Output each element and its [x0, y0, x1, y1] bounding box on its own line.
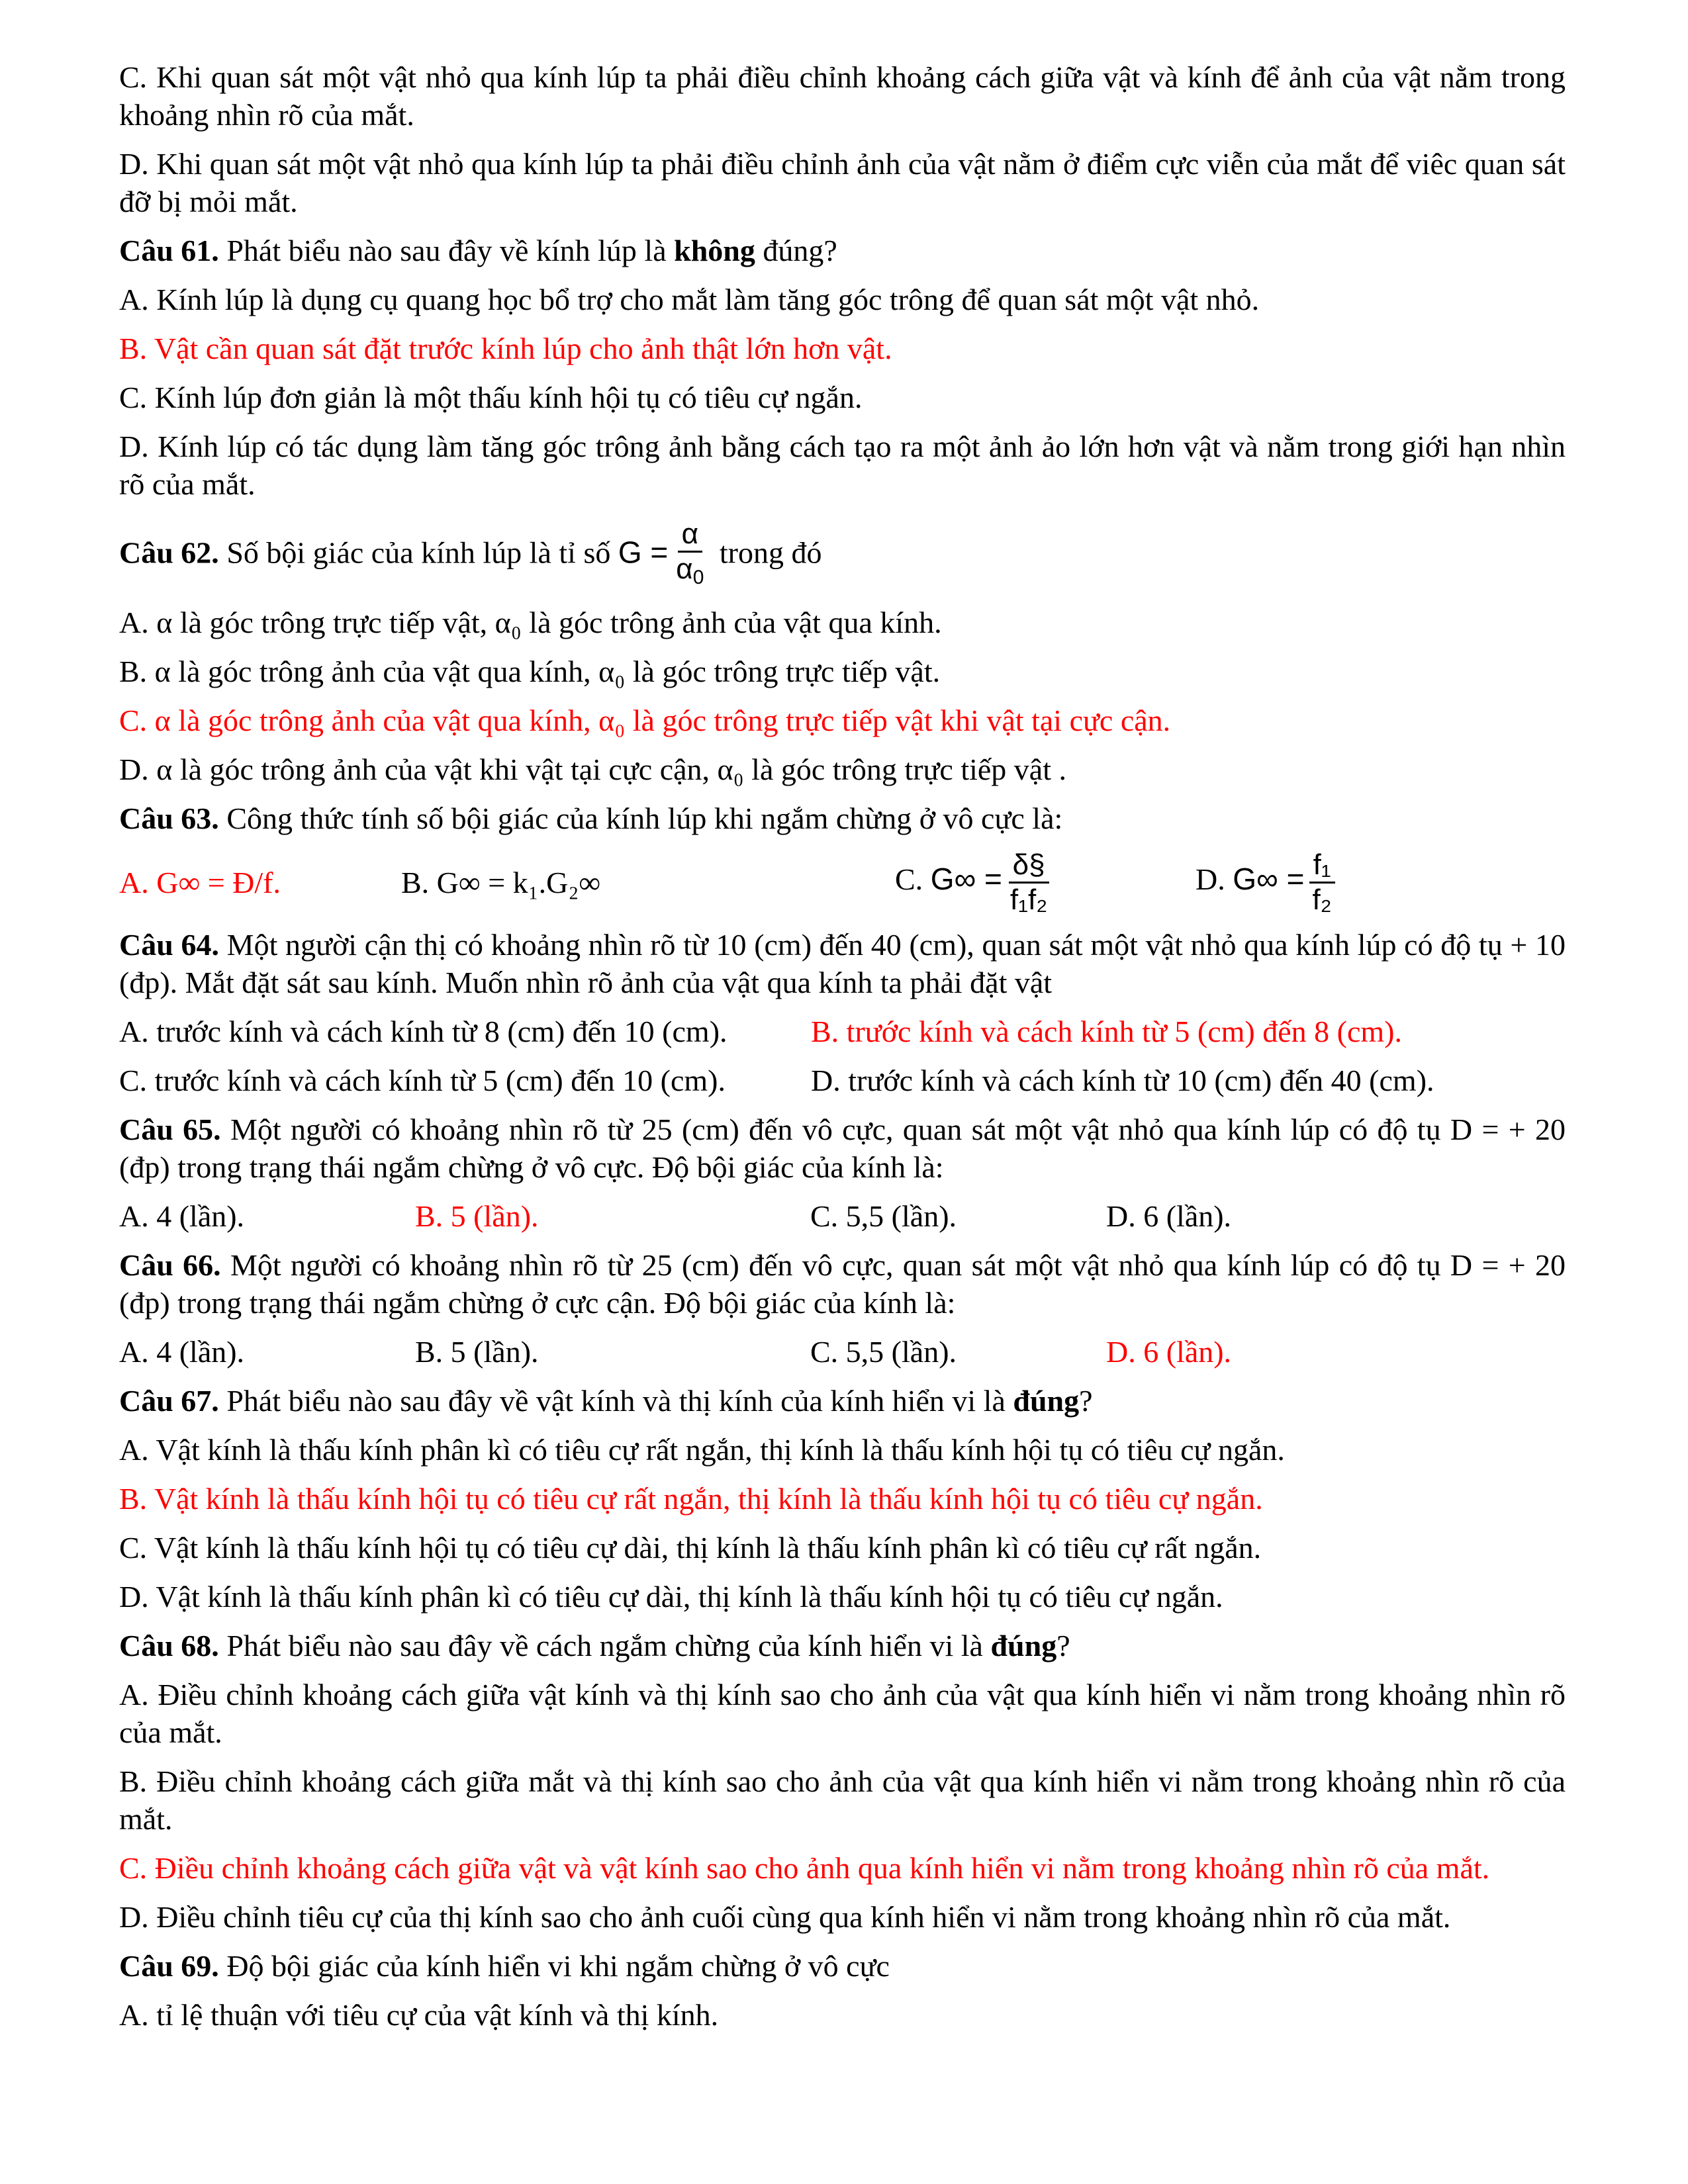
q67-text-end: ?	[1079, 1384, 1093, 1418]
q62-numerator: α	[678, 518, 702, 553]
q65-option-b-answer: B. 5 (lần).	[415, 1199, 539, 1233]
q63-option-b: B. G∞ = k₁.G₂∞	[401, 866, 601, 899]
q61-option-a: A. Kính lúp là dụng cụ quang học bổ trợ cho mắt làm tăng góc trông để quan sát một vật nhỏ.	[119, 283, 1260, 316]
q66-option-c: C. 5,5 (lần).	[810, 1335, 957, 1369]
q63-option-c-label: C.	[895, 862, 931, 897]
q61-question	[119, 232, 1566, 269]
q64-text: Một người cận thị có khoảng nhìn rõ từ 10 (cm) đến 40 (cm), quan sát một vật nhỏ qua kính lúp có độ tụ + 10 (đp). Mắt đặt sát sau kính. Muốn nhìn rõ ảnh của vật qua kính ta phải đặt vật	[119, 928, 1566, 999]
q65-options	[119, 1197, 1566, 1235]
q67-number: Câu 67.	[119, 1384, 219, 1418]
q63-options	[119, 848, 1566, 917]
q68-emphasis: đúng	[990, 1629, 1057, 1662]
q63-text: Công thức tính số bội giác của kính lúp khi ngắm chừng ở vô cực là:	[218, 801, 1063, 835]
q62-text-end: trong đó	[712, 535, 822, 570]
q63-question	[119, 799, 1566, 837]
q62-option-b: B. α là góc trông ảnh của vật qua kính, α₀ là góc trông trực tiếp vật.	[119, 655, 941, 688]
q68-option-a: A. Điều chỉnh khoảng cách giữa vật kính và thị kính sao cho ảnh của vật qua kính hiển vi nằm trong khoảng nhìn rõ của mắt.	[119, 1678, 1566, 1749]
q67-emphasis: đúng	[1013, 1384, 1080, 1418]
q67-option-c: C. Vật kính là thấu kính hội tụ có tiêu cự dài, thị kính là thấu kính phân kì có tiêu cự rất ngắn.	[119, 1531, 1262, 1565]
q63-option-c-denominator: f₁f₂	[1009, 884, 1048, 916]
q64-option-a: A. trước kính và cách kính từ 8 (cm) đến 10 (cm).	[119, 1015, 727, 1048]
q60-option-c: C. Khi quan sát một vật nhỏ qua kính lúp ta phải điều chỉnh khoảng cách giữa vật và kính để ảnh của vật nằm trong khoảng nhìn rõ của mắt.	[119, 60, 1566, 132]
q63-number: Câu 63.	[119, 801, 219, 835]
q63-option-c-lhs: G∞ =	[930, 862, 1002, 897]
q63-option-c-numerator: δ§	[1009, 848, 1049, 884]
q64-options-row1	[119, 1013, 1566, 1050]
q64-number: Câu 64.	[119, 928, 219, 962]
q62-denominator-symbol: α	[676, 553, 693, 585]
q61-text: Phát biểu nào sau đây về kính lúp là	[218, 234, 675, 267]
q67-question	[119, 1382, 1566, 1420]
q65-option-c: C. 5,5 (lần).	[810, 1199, 957, 1233]
q66-question	[119, 1246, 1566, 1322]
q64-option-b-answer: B. trước kính và cách kính từ 5 (cm) đến 8 (cm).	[811, 1015, 1402, 1048]
q64-options-row2	[119, 1062, 1566, 1099]
q63-option-d-lhs: G∞ =	[1233, 862, 1305, 897]
q68-question	[119, 1627, 1566, 1664]
q68-option-b: B. Điều chỉnh khoảng cách giữa mắt và thị kính sao cho ảnh của vật qua kính hiển vi nằm trong khoảng nhìn rõ của mắt.	[119, 1764, 1566, 1836]
q61-option-b-answer: B. Vật cần quan sát đặt trước kính lúp cho ảnh thật lớn hơn vật.	[119, 332, 892, 365]
q62-option-c-answer: C. α là góc trông ảnh của vật qua kính, α₀ là góc trông trực tiếp vật khi vật tại cực cận.	[119, 704, 1171, 737]
q68-number: Câu 68.	[119, 1629, 219, 1662]
q63-option-c-fraction	[1006, 848, 1051, 917]
q62-text: Số bội giác của kính lúp là tỉ số	[218, 535, 618, 570]
q63-option-a-answer: A. G∞ = Đ/f.	[119, 866, 281, 899]
q69-option-a: A. tỉ lệ thuận với tiêu cự của vật kính và thị kính.	[119, 1998, 719, 2032]
q66-text: Một người có khoảng nhìn rõ từ 25 (cm) đến vô cực, quan sát một vật nhỏ qua kính lúp có độ tụ D = + 20 (đp) trong trạng thái ngắm chừng ở cực cận. Độ bội giác của kính là:	[119, 1248, 1566, 1320]
q68-option-c-answer: C. Điều chỉnh khoảng cách giữa vật và vật kính sao cho ảnh qua kính hiển vi nằm trong khoảng nhìn rõ của mắt.	[119, 1851, 1490, 1885]
q66-option-d-answer: D. 6 (lần).	[1106, 1335, 1232, 1369]
q63-option-d	[1196, 848, 1340, 917]
q69-text: Độ bội giác của kính hiển vi khi ngắm chừng ở vô cực	[218, 1949, 890, 1983]
q63-option-d-denominator: f₂	[1312, 884, 1332, 916]
q66-options	[119, 1333, 1566, 1371]
q63-option-d-fraction	[1308, 848, 1335, 917]
q66-option-b: B. 5 (lần).	[415, 1335, 539, 1369]
q67-option-a: A. Vật kính là thấu kính phân kì có tiêu cự rất ngắn, thị kính là thấu kính hội tụ có tiêu cự ngắn.	[119, 1433, 1285, 1467]
q64-question	[119, 926, 1566, 1001]
q67-option-d: D. Vật kính là thấu kính phân kì có tiêu cự dài, thị kính là thấu kính hội tụ có tiêu cự ngắn.	[119, 1580, 1223, 1614]
q62-denominator-sub: 0	[692, 567, 704, 588]
q63-option-d-label: D.	[1196, 862, 1233, 897]
q68-text: Phát biểu nào sau đây về cách ngắm chừng của kính hiển vi là	[218, 1629, 991, 1662]
q62-formula-lhs: G =	[618, 535, 669, 570]
q63-option-c	[895, 848, 1196, 917]
q61-option-d: D. Kính lúp có tác dụng làm tăng góc trông ảnh bằng cách tạo ra một ảnh ảo lớn hơn vật và nằm trong giới hạn nhìn rõ của mắt.	[119, 430, 1566, 501]
q63-option-d-numerator: f₁	[1309, 848, 1335, 884]
q64-option-d: D. trước kính và cách kính từ 10 (cm) đến 40 (cm).	[811, 1064, 1434, 1097]
q61-text-end: đúng?	[755, 234, 837, 267]
q60-option-d: D. Khi quan sát một vật nhỏ qua kính lúp ta phải điều chỉnh ảnh của vật nằm ở điểm cực viễn của mắt để viêc quan sát đỡ bị mỏi mắt.	[119, 147, 1566, 218]
document-page	[119, 58, 1566, 2045]
q61-emphasis: không	[674, 234, 755, 267]
q66-option-a: A. 4 (lần).	[119, 1335, 245, 1369]
q62-formula-fraction	[672, 518, 708, 594]
q62-option-d: D. α là góc trông ảnh của vật khi vật tại cực cận, α₀ là góc trông trực tiếp vật .	[119, 752, 1067, 786]
q66-number: Câu 66.	[119, 1248, 221, 1282]
q65-option-d: D. 6 (lần).	[1106, 1199, 1232, 1233]
q65-question	[119, 1111, 1566, 1186]
q61-option-c: C. Kính lúp đơn giản là một thấu kính hội tụ có tiêu cự ngắn.	[119, 381, 863, 414]
q67-text: Phát biểu nào sau đây về vật kính và thị kính của kính hiển vi là	[218, 1384, 1013, 1418]
q68-option-d: D. Điều chỉnh tiêu cự của thị kính sao cho ảnh cuối cùng qua kính hiển vi nằm trong khoảng nhìn rõ của mắt.	[119, 1900, 1451, 1934]
q69-question	[119, 1947, 1566, 1985]
q68-text-end: ?	[1056, 1629, 1070, 1662]
q62-question	[119, 518, 1566, 594]
q62-number: Câu 62.	[119, 535, 219, 570]
q65-number: Câu 65.	[119, 1113, 221, 1146]
q67-option-b-answer: B. Vật kính là thấu kính hội tụ có tiêu cự rất ngắn, thị kính là thấu kính hội tụ có tiêu cự ngắn.	[119, 1482, 1263, 1516]
q62-denominator	[672, 553, 708, 594]
q65-text: Một người có khoảng nhìn rõ từ 25 (cm) đến vô cực, quan sát một vật nhỏ qua kính lúp có độ tụ D = + 20 (đp) trong trạng thái ngắm chừng ở vô cực. Độ bội giác của kính là:	[119, 1113, 1566, 1184]
q61-number: Câu 61.	[119, 234, 219, 267]
q62-option-a: A. α là góc trông trực tiếp vật, α₀ là góc trông ảnh của vật qua kính.	[119, 606, 942, 639]
q65-option-a: A. 4 (lần).	[119, 1199, 245, 1233]
q64-option-c: C. trước kính và cách kính từ 5 (cm) đến 10 (cm).	[119, 1064, 726, 1097]
q69-number: Câu 69.	[119, 1949, 219, 1983]
